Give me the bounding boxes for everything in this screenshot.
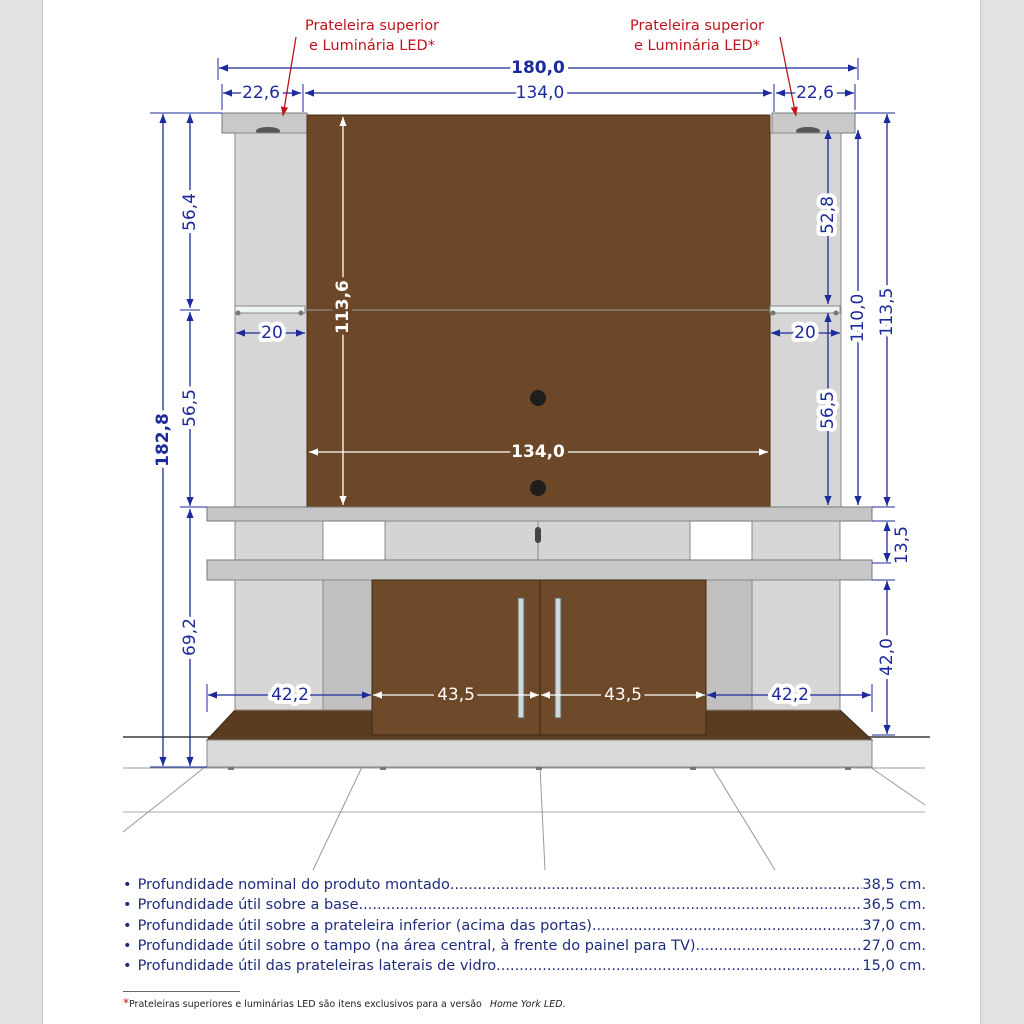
dot-leader: [496, 956, 862, 976]
dim-label-right-top-shelf: 22,6: [796, 83, 834, 103]
lower-shelf: [207, 560, 872, 580]
spec-label: • Profundidade útil sobre a base: [137, 897, 359, 914]
dot-leader: [696, 936, 863, 956]
spec-value: 27,0 cm.: [862, 937, 926, 954]
dim-label-right-middle: 56,5: [818, 391, 838, 429]
dim-top-row: [222, 83, 855, 112]
callout-right-line2: e Luminária LED*: [634, 38, 760, 54]
dim-label-lower-left: 42,2: [271, 685, 309, 705]
countertop: [207, 507, 872, 521]
dim-label-right-upper: 52,8: [818, 196, 838, 234]
dim-label-right-glass-shelf: 20: [794, 323, 816, 343]
footnote-marker: *: [123, 996, 129, 1010]
dim-label-right-tower: 110,0: [848, 293, 868, 343]
right-door-handle: [555, 598, 561, 718]
lower-right-inner: [706, 580, 752, 710]
dim-label-panel-inner-height: 113,6: [333, 280, 353, 334]
plinth-foot: [690, 767, 696, 770]
dim-left-side: [150, 113, 222, 767]
floor-tile-line: [712, 767, 775, 870]
callout-left: [283, 18, 439, 116]
footnote-version: Home York LED: [489, 999, 563, 1010]
dot-leader: [592, 916, 862, 936]
spec-label: • Profundidade útil sobre a prateleira inferior (acima das portas): [137, 917, 592, 934]
plinth-foot: [845, 767, 851, 770]
dim-label-left-lower: 69,2: [180, 618, 200, 656]
dim-label-niche: 13,5: [892, 526, 912, 564]
niche-right-block: [752, 521, 840, 560]
list-item: [123, 895, 926, 915]
callout-right: [630, 18, 796, 116]
right-glass-shelf: [770, 306, 840, 313]
plinth-foot: [380, 767, 386, 770]
list-item: [123, 916, 926, 936]
dim-label-left-glass-shelf: 20: [261, 323, 283, 343]
dim-label-lower: 42,0: [877, 638, 897, 676]
dim-label-panel-inner-width: 134,0: [511, 442, 565, 462]
list-item: [123, 875, 926, 895]
dot-leader: [359, 895, 863, 915]
niche-knob: [535, 527, 541, 543]
right-door: [540, 580, 706, 735]
floor-tile-line: [313, 767, 362, 870]
dim-label-panel-width: 134,0: [515, 83, 565, 103]
callout-left-line1: Prateleira superior: [304, 18, 440, 34]
footnote-text: Prateleiras superiores e luminárias LED são itens exclusivos para a versão: [129, 999, 482, 1010]
left-door: [372, 580, 540, 735]
footnote-divider: [123, 991, 240, 992]
floor-tile-line: [870, 767, 925, 805]
dim-label-door-left: 43,5: [437, 685, 475, 705]
right-tower: [770, 133, 841, 507]
floor-tile-line: [540, 767, 545, 870]
footnote-end: .: [562, 999, 566, 1010]
dim-label-overall-width: 180,0: [511, 58, 565, 78]
dim-label-door-right: 43,5: [604, 685, 642, 705]
dim-label-left-middle: 56,5: [180, 389, 200, 427]
left-glass-shelf: [235, 306, 305, 313]
spec-label: • Profundidade útil sobre o tampo (na área central, à frente do painel para TV): [137, 937, 696, 954]
plinth-foot: [536, 767, 542, 770]
dim-label-overall-height: 182,8: [153, 413, 173, 467]
spec-label: • Profundidade nominal do produto montado: [137, 877, 450, 893]
list-item: [123, 936, 926, 956]
list-item: [123, 956, 926, 976]
shelf-bracket: [771, 311, 776, 316]
shelf-bracket: [236, 311, 241, 316]
spec-value: 38,5 cm.: [862, 877, 926, 893]
callout-left-arrow: [283, 37, 296, 116]
niche-left-block: [235, 521, 323, 560]
spec-value: 15,0 cm.: [862, 958, 926, 975]
spec-label: • Profundidade útil das prateleiras laterais de vidro: [137, 958, 497, 975]
callout-right-arrow: [780, 37, 796, 116]
left-tower: [235, 133, 307, 507]
dim-label-right-panel: 113,5: [877, 287, 897, 337]
cable-hole: [530, 480, 546, 496]
spec-value: 36,5 cm.: [862, 897, 926, 914]
callout-left-line2: e Luminária LED*: [309, 38, 435, 54]
dim-label-lower-right: 42,2: [771, 685, 809, 705]
dim-label-left-upper: 56,4: [180, 193, 200, 231]
depth-specs-list: [123, 875, 926, 976]
lower-left-inner: [323, 580, 372, 710]
dim-label-left-top-shelf: 22,6: [242, 83, 280, 103]
plinth: [207, 740, 872, 767]
callout-right-line1: Prateleira superior: [629, 18, 765, 34]
floor-tile-line: [123, 767, 205, 832]
plinth-foot: [228, 767, 234, 770]
shelf-bracket: [834, 311, 839, 316]
footnote: [123, 996, 566, 1010]
shelf-bracket: [299, 311, 304, 316]
left-door-handle: [518, 598, 524, 718]
dim-overall-width: [218, 58, 858, 80]
spec-value: 37,0 cm.: [862, 917, 926, 934]
dot-leader: [450, 875, 863, 895]
cable-hole: [530, 390, 546, 406]
